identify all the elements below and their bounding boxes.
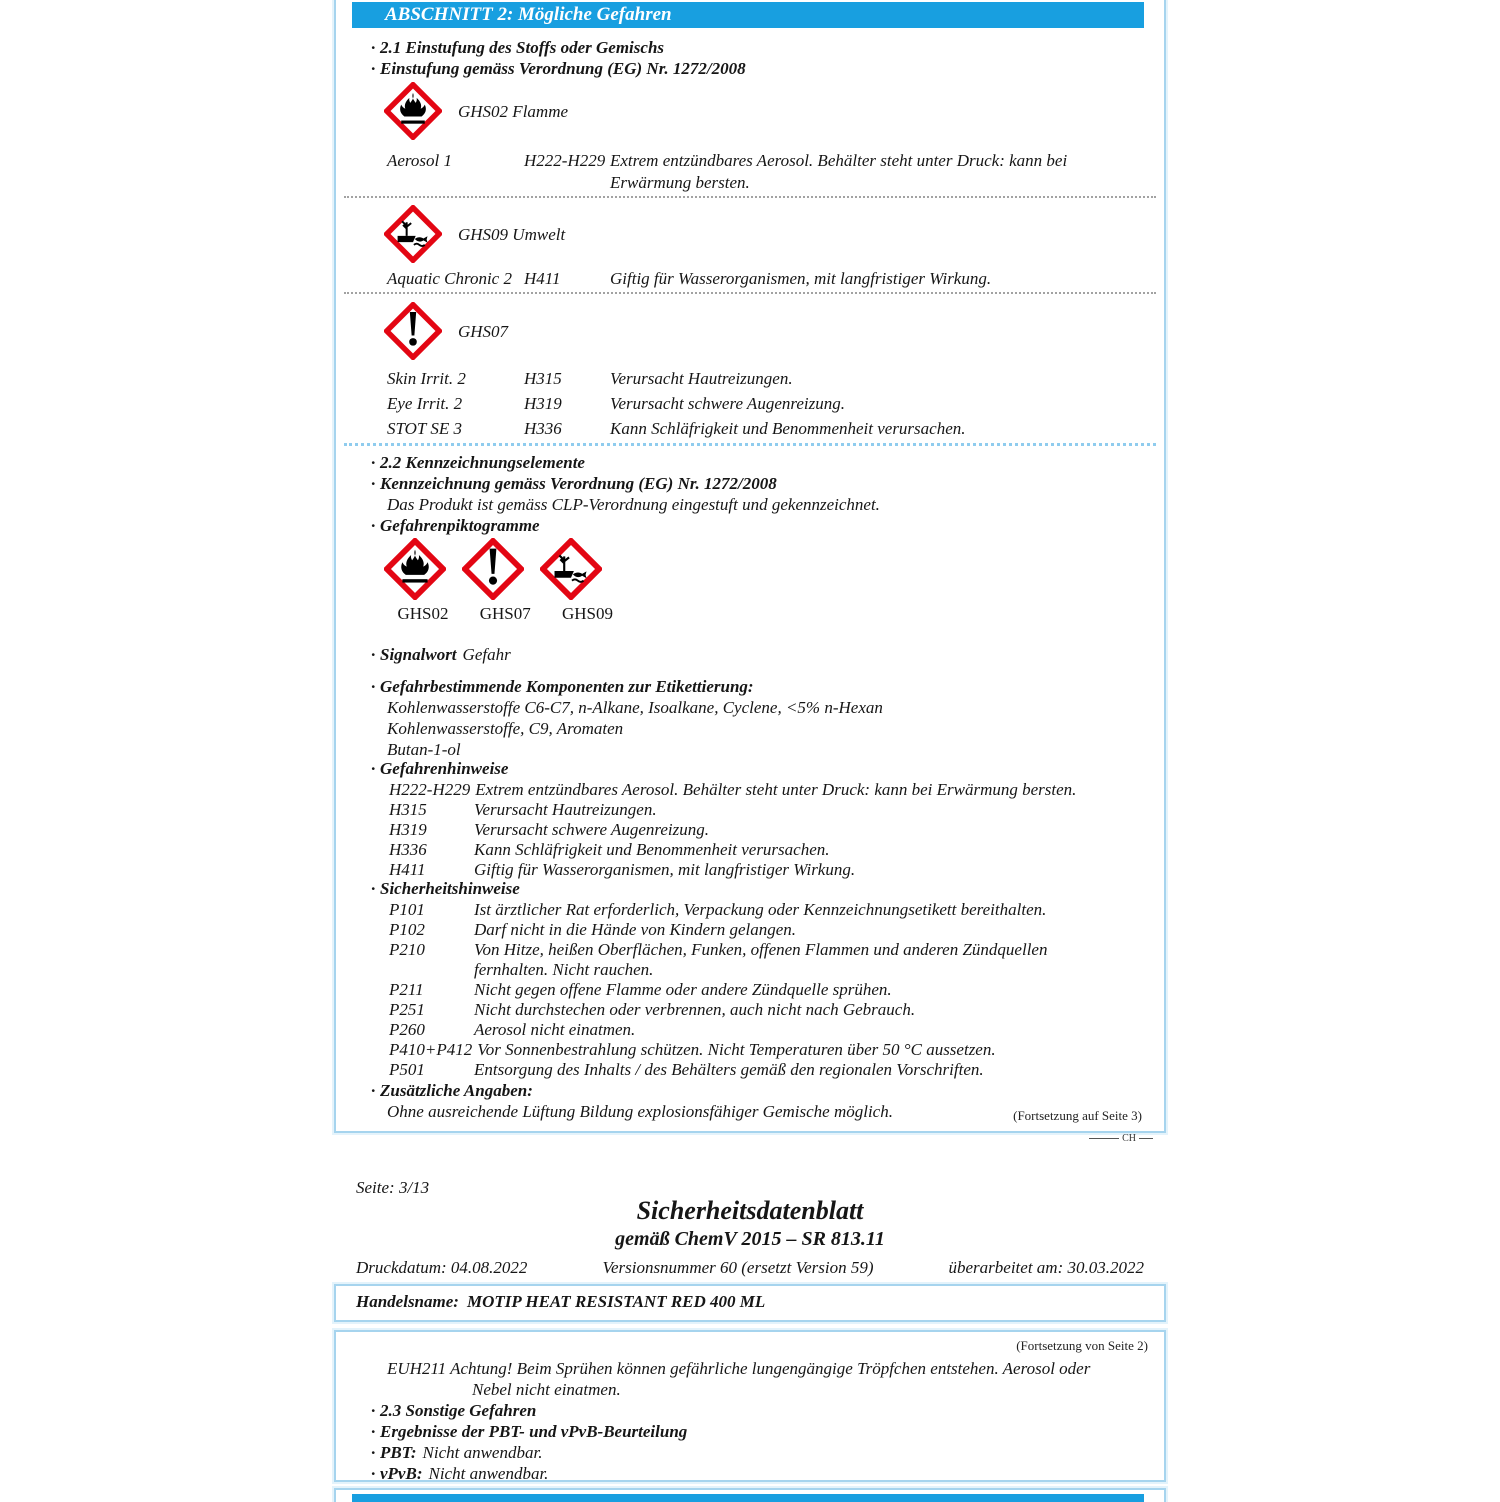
heading-2-3: · 2.3 Sonstige Gefahren [372,1400,1144,1421]
hazard-class-row-aquatic [387,268,1146,290]
statement-code: H222-H229 [389,780,471,799]
section-2-title: ABSCHNITT 2: Mögliche Gefahren [385,4,672,25]
ghs07-exclamation-pictogram-icon [462,538,524,600]
statement-code: P210 [389,940,425,959]
component-item: Kohlenwasserstoffe C6-C7, n-Alkane, Isoalkane, Cyclene, <5% n-Hexan [387,698,883,717]
ghs09-code-label: GHS09 [561,604,613,623]
trade-name-label: Handelsname: [356,1292,459,1311]
hazard-statement [389,800,1146,820]
hazard-statement [389,860,1146,880]
statement-code: P501 [389,1060,425,1079]
hazard-class: Skin Irrit. 2 [387,369,466,388]
hazard-text: Verursacht Hautreizungen. [610,369,793,388]
hazard-class-row-stot [387,416,1146,441]
precaution-statement-p410 [389,1040,1146,1060]
statement-text: Giftig für Wasserorganismen, mit langfristiger Wirkung. [474,860,856,879]
dotted-separator [344,196,1156,198]
ghs07-label: GHS07 [458,322,509,341]
statement-text: Nicht durchstechen oder verbrennen, auch nicht nach Gebrauch. [474,1000,916,1019]
hazard-class-row-skin [387,366,1146,391]
hazard-code: H336 [524,419,562,438]
component-item: Kohlenwasserstoffe, C9, Aromaten [387,719,624,738]
precaution-statement [389,980,1146,1000]
classification-headings [372,37,1144,79]
euh211-line2: Nebel nicht einatmen. [472,1380,621,1399]
precaution-statement [389,940,1146,980]
statement-code: P211 [389,980,424,999]
document-title: Sicherheitsdatenblatt [636,1196,864,1225]
statement-code: H315 [389,800,427,819]
version-number: Versionsnummer 60 (ersetzt Version 59) [602,1258,874,1277]
page-number: Seite: 3/13 [356,1178,430,1197]
statement-text: Aerosol nicht einatmen. [474,1020,636,1039]
hazard-text: Verursacht schwere Augenreizung. [610,394,845,413]
labelling-components [372,676,1144,760]
other-hazards-group [372,1400,1144,1484]
precaution-heading: · Sicherheitshinweise [372,878,1144,899]
statement-text: Verursacht Hautreizungen. [474,800,657,819]
statement-text: Entsorgung des Inhalts / des Behälters gemäß den regionalen Vorschriften. [474,1060,984,1079]
trade-name-line [356,1292,765,1312]
pbt-label: PBT: [380,1443,417,1462]
statement-code: H319 [389,820,427,839]
hazard-class: Aquatic Chronic 2 [387,269,512,288]
heading-labelling-regulation: · Kennzeichnung gemäss Verordnung (EG) Nr. 1272/2008 [372,473,1144,494]
heading-clp-classification: · Einstufung gemäss Verordnung (EG) Nr. 1272/2008 [372,58,1144,79]
hazard-text: Kann Schläfrigkeit und Benommenheit verursachen. [610,419,966,438]
hazard-statement-h222 [389,780,1146,800]
dotted-separator [344,292,1156,294]
precaution-list [389,900,1146,1040]
precaution-statement [389,920,1146,940]
signal-word-line [372,644,1144,665]
dash-line [1139,1138,1153,1139]
dash-line [1089,1138,1119,1139]
statement-code: P102 [389,920,425,939]
sds-page3-content-box [334,1330,1166,1482]
statement-code: H411 [389,860,426,879]
hazard-statement [389,840,1146,860]
hazard-class: Eye Irrit. 2 [387,394,463,413]
statement-text: Ist ärztlicher Rat erforderlich, Verpackung oder Kennzeichnungsetikett bereithalten. [474,900,1047,919]
trade-name-box [334,1284,1166,1322]
statement-text: Darf nicht in die Hände von Kindern gelangen. [474,920,797,939]
heading-additional: · Zusätzliche Angaben: [372,1080,1144,1101]
hazard-code: H411 [524,269,561,288]
component-item: Butan-1-ol [387,740,461,759]
heading-pictograms: · Gefahrenpiktogramme [372,515,1144,536]
hazard-class-row-eye [387,391,1146,416]
statement-text: Von Hitze, heißen Oberflächen, Funken, offenen Flammen und anderen Zündquellen fernhalten. Nicht rauchen. [474,940,1048,979]
document-meta-row [356,1258,1144,1278]
ghs02-label: GHS02 Flamme [458,102,569,121]
euh211-line1: EUH211 Achtung! Beim Sprühen können gefährliche lungengängige Tröpfchen entstehen. Aerosol oder [387,1359,1091,1378]
vpvb-line [372,1463,1144,1484]
country-mark: CH [334,1133,1166,1144]
hazard-class: STOT SE 3 [387,419,462,438]
statement-text: Kann Schläfrigkeit und Benommenheit verursachen. [474,840,830,859]
pictogram-code-labels [384,604,627,624]
pbt-value: Nicht anwendbar. [422,1443,543,1462]
hazard-class-row-aerosol [387,150,1146,194]
statement-code: P410+P412 [389,1040,473,1059]
signal-word-value: Gefahr [462,645,511,664]
ghs09-label: GHS09 Umwelt [458,225,566,244]
ghs09-environment-pictogram-icon [384,205,442,263]
heading-components: · Gefahrbestimmende Komponenten zur Etikettierung: [372,676,1144,697]
precaution-statement [389,900,1146,920]
hazard-statements-list [389,800,1146,880]
pbt-line [372,1442,1144,1463]
statement-text: Vor Sonnenbestrahlung schützen. Nicht Temperaturen über 50 °C aussetzen. [477,1040,996,1059]
statement-text: Extrem entzündbares Aerosol. Behälter steht unter Druck: kann bei Erwärmung bersten. [475,780,1077,799]
hazard-text: Giftig für Wasserorganismen, mit langfristiger Wirkung. [610,269,992,288]
blue-dotted-separator [344,443,1156,446]
statement-code: P101 [389,900,425,919]
hazard-statement [389,820,1146,840]
ghs07-code-label: GHS07 [479,604,531,623]
ghs02-flame-pictogram-icon [384,538,446,600]
hazard-code: H222-H229 [524,151,606,170]
heading-2-2: · 2.2 Kennzeichnungselemente [372,452,1144,473]
statement-code: H336 [389,840,427,859]
next-section-header-bar-sliver [352,1494,1144,1502]
statement-text: Verursacht schwere Augenreizung. [474,820,709,839]
precaution-statement [389,1020,1146,1040]
hazard-code: H319 [524,394,562,413]
precaution-statement [389,1000,1146,1020]
ghs02-code-label: GHS02 [397,604,449,623]
heading-2-1: · 2.1 Einstufung des Stoffs oder Gemischs [372,37,1144,58]
section-2-header-bar [352,2,1144,28]
vpvb-label: vPvB: [380,1464,423,1483]
heading-pbt-results: · Ergebnisse der PBT- und vPvB-Beurteilung [372,1421,1144,1442]
trade-name-value: MOTIP HEAT RESISTANT RED 400 ML [466,1292,766,1311]
statement-code: P251 [389,1000,425,1019]
clp-note: Das Produkt ist gemäss CLP-Verordnung eingestuft und gekennzeichnet. [387,495,880,514]
print-date: Druckdatum: 04.08.2022 [356,1258,528,1277]
sds-page2-content-box [334,0,1166,1133]
ghs09-environment-pictogram-icon [540,538,602,600]
revision-date: überarbeitet am: 30.03.2022 [948,1258,1144,1277]
ghs02-flame-pictogram-icon [384,82,442,140]
additional-text: Ohne ausreichende Lüftung Bildung explosionsfähiger Gemische möglich. [387,1102,893,1121]
statement-code: P260 [389,1020,425,1039]
page3-header [334,1178,1166,1278]
hazard-code: H315 [524,369,562,388]
statement-text: Nicht gegen offene Flamme oder andere Zündquelle sprühen. [474,980,892,999]
document-subtitle: gemäß ChemV 2015 – SR 813.11 [615,1228,885,1250]
precaution-statement-p501 [389,1060,1146,1080]
vpvb-value: Nicht anwendbar. [428,1464,549,1483]
hazard-statements-heading: · Gefahrenhinweise [372,758,1144,779]
hazard-class: Aerosol 1 [387,151,453,170]
signal-word-label: Signalwort [380,645,457,664]
continuation-note-page3: (Fortsetzung auf Seite 3) [1013,1108,1142,1123]
ghs07-exclamation-pictogram-icon [384,302,442,360]
hazard-text: Extrem entzündbares Aerosol. Behälter steht unter Druck: kann bei Erwärmung bersten. [610,151,1068,192]
labelling-headings [372,452,1144,536]
continuation-note-from-page2: (Fortsetzung von Seite 2) [1016,1338,1148,1353]
